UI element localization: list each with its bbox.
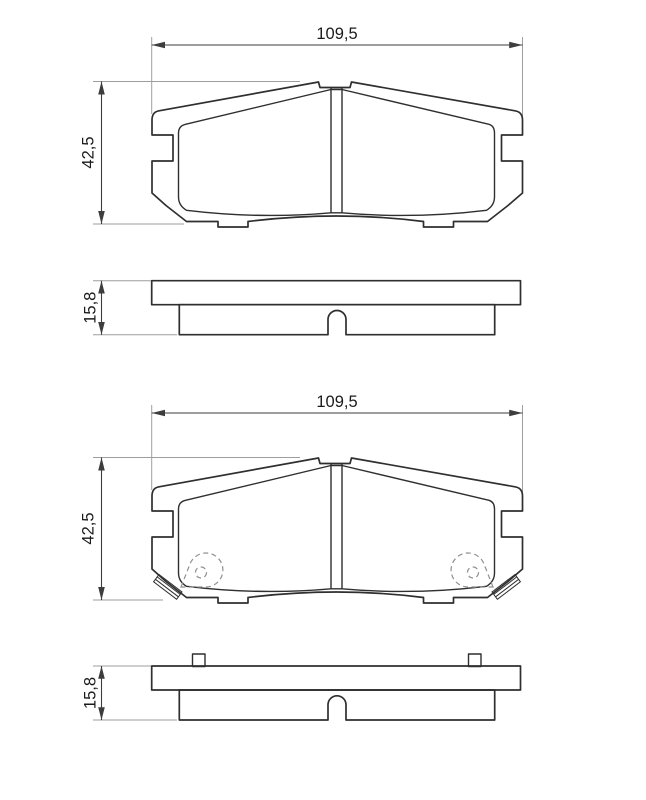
arrowhead-left bbox=[152, 42, 165, 49]
hatch-tab-right bbox=[492, 575, 520, 600]
arrowhead-right bbox=[509, 42, 522, 49]
arrowhead-left bbox=[152, 410, 165, 417]
fig2-side-view bbox=[152, 666, 521, 720]
fig1-height-dimension bbox=[80, 82, 301, 225]
width-dimension-label: 109,5 bbox=[316, 393, 358, 411]
thickness-dimension-label: 15,8 bbox=[81, 676, 100, 710]
thickness-dimension-label: 15,8 bbox=[81, 291, 100, 324]
arrowhead-up bbox=[98, 458, 105, 471]
wear-indicator-circle-left bbox=[196, 567, 207, 578]
wear-indicator-teardrop-left bbox=[181, 553, 223, 587]
arrowhead-up bbox=[98, 666, 105, 679]
wear-indicator-circle-right bbox=[468, 567, 479, 578]
hatch-line bbox=[157, 577, 180, 595]
height-dimension-label: 42,5 bbox=[79, 136, 98, 169]
fig1-side-view bbox=[152, 281, 521, 335]
hatch-tab-left bbox=[154, 575, 182, 600]
wear-indicator-teardrop-right bbox=[451, 553, 493, 587]
arrowhead-down bbox=[98, 211, 105, 224]
width-dimension-label: 109,5 bbox=[316, 25, 358, 43]
fig2-height-dimension bbox=[80, 458, 301, 601]
fig1-thickness-dimension bbox=[81, 281, 177, 335]
arrowhead-up bbox=[98, 281, 105, 294]
hatch-line bbox=[494, 577, 517, 595]
side-locating-tab-left bbox=[193, 654, 206, 667]
height-dimension-label: 42,5 bbox=[79, 512, 98, 545]
arrowhead-right bbox=[509, 410, 522, 417]
figure-2 bbox=[80, 393, 523, 720]
fig2-front-view bbox=[152, 458, 523, 603]
fig2-wear-indicator-details bbox=[181, 553, 493, 587]
arrowhead-up bbox=[98, 82, 105, 95]
fig1-front-view bbox=[152, 82, 523, 227]
side-locating-tab-right bbox=[469, 654, 482, 667]
arrowhead-down bbox=[98, 587, 105, 600]
figure-1 bbox=[80, 25, 523, 335]
fig1-width-dimension bbox=[152, 25, 523, 117]
fig2-thickness-dimension bbox=[81, 666, 177, 720]
